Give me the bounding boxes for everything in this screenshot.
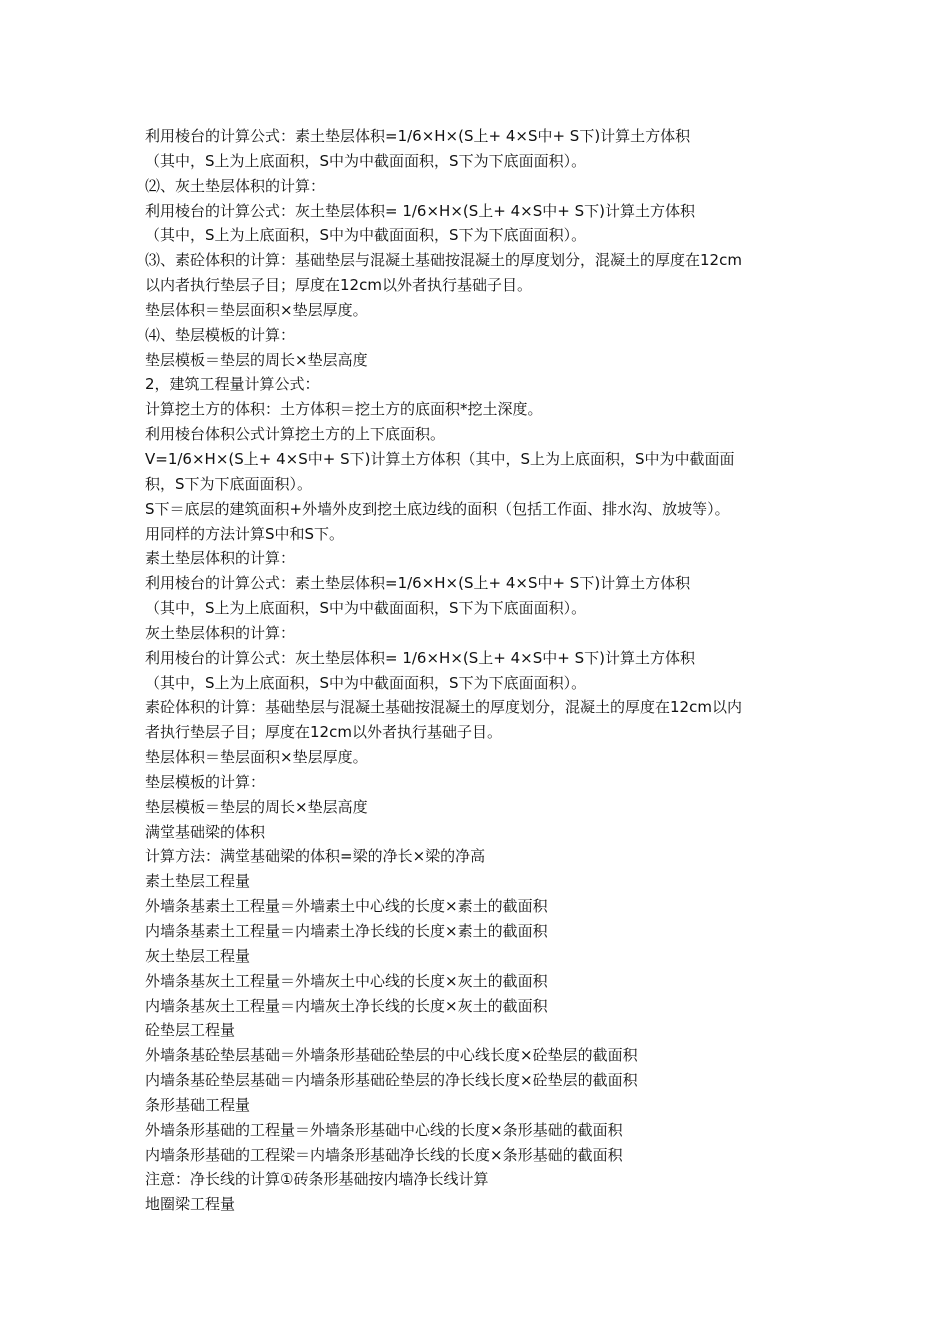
text-line: 内墙条基砼垫层基础＝内墙条形基础砼垫层的净长线长度×砼垫层的截面积 [145, 1071, 638, 1090]
text-line: 用同样的方法计算S中和S下。 [145, 524, 345, 543]
text-line: 外墙条基灰土工程量＝外墙灰土中心线的长度×灰土的截面积 [145, 971, 548, 990]
text-line: 垫层模板的计算： [145, 772, 266, 791]
text-line: 利用棱台的计算公式：素土垫层体积=1/6×H×(S上+ 4×S中+ S下)计算土方体积 [145, 127, 691, 145]
text-line: 满堂基础梁的体积 [145, 822, 266, 841]
text-line: 垫层体积＝垫层面积×垫层厚度。 [145, 300, 368, 319]
text-line: 内墙条形基础的工程梁＝内墙条形基础净长线的长度×条形基础的截面积 [145, 1145, 623, 1164]
text-line: （其中，S上为上底面积，S中为中截面面积，S下为下底面面积）。 [145, 226, 587, 245]
text-line: 注意：净长线的计算①砖条形基础按内墙净长线计算 [145, 1170, 489, 1189]
section-heading: 2，建筑工程量计算公式： [145, 375, 320, 394]
text-line: 素砼体积的计算：基础垫层与混凝土基础按混凝土的厚度划分，混凝土的厚度在12cm以内 [145, 698, 742, 717]
document-body [145, 124, 815, 1217]
text-line: （其中，S上为上底面积，S中为中截面面积，S下为下底面面积）。 [145, 151, 587, 170]
text-line: 条形基础工程量 [145, 1095, 251, 1114]
text-line: 计算方法：满堂基础梁的体积=梁的净长×梁的净高 [145, 847, 486, 866]
text-line: 垫层模板＝垫层的周长×垫层高度 [145, 797, 368, 816]
text-line: 外墙条基砼垫层基础＝外墙条形基础砼垫层的中心线长度×砼垫层的截面积 [145, 1046, 638, 1065]
text-line: 以内者执行垫层子目；厚度在12cm以外者执行基础子目。 [145, 276, 532, 295]
text-line: 利用棱台的计算公式：灰土垫层体积= 1/6×H×(S上+ 4×S中+ S下)计算土方体积 [145, 648, 695, 667]
text-line: 利用棱台的计算公式：灰土垫层体积= 1/6×H×(S上+ 4×S中+ S下)计算土方体积 [145, 201, 695, 220]
text-line: （其中，S上为上底面积，S中为中截面面积，S下为下底面面积）。 [145, 599, 587, 618]
text-line: ⑵、灰土垫层体积的计算： [145, 176, 326, 195]
text-line: ⑷、垫层模板的计算： [145, 325, 296, 344]
text-line: 外墙条形基础的工程量＝外墙条形基础中心线的长度×条形基础的截面积 [145, 1120, 623, 1139]
text-line: 素土垫层体积的计算： [145, 549, 296, 568]
text-line: （其中，S上为上底面积，S中为中截面面积，S下为下底面面积）。 [145, 673, 587, 692]
text-line: 垫层模板＝垫层的周长×垫层高度 [145, 350, 368, 369]
text-line: 者执行垫层子目；厚度在12cm以外者执行基础子目。 [145, 723, 502, 742]
text-line: 垫层体积＝垫层面积×垫层厚度。 [145, 748, 368, 767]
text-line: V=1/6×H×(S上+ 4×S中+ S下)计算土方体积（其中，S上为上底面积，S中为中截面面 [145, 449, 735, 468]
text-line: 利用棱台体积公式计算挖土方的上下底面积。 [145, 425, 446, 444]
text-line: 素土垫层工程量 [145, 872, 251, 891]
text-line: 灰土垫层工程量 [145, 946, 251, 965]
text-line: ⑶、素砼体积的计算：基础垫层与混凝土基础按混凝土的厚度划分，混凝土的厚度在12cm [145, 251, 742, 270]
text-line: S下＝底层的建筑面积+外墙外皮到挖土底边线的面积（包括工作面、排水沟、放坡等）。 [145, 499, 730, 518]
text-line: 利用棱台的计算公式：素土垫层体积=1/6×H×(S上+ 4×S中+ S下)计算土方体积 [145, 574, 691, 593]
text-line: 灰土垫层体积的计算： [145, 623, 296, 642]
text-line: 计算挖土方的体积：土方体积＝挖土方的底面积*挖土深度。 [145, 400, 543, 419]
text-line: 地圈梁工程量 [145, 1195, 236, 1214]
text-line: 砼垫层工程量 [145, 1021, 236, 1040]
text-line: 外墙条基素土工程量＝外墙素土中心线的长度×素土的截面积 [145, 897, 548, 916]
text-line: 内墙条基灰土工程量＝内墙灰土净长线的长度×灰土的截面积 [145, 996, 548, 1015]
text-line: 积，S下为下底面面积）。 [145, 474, 313, 493]
text-line: 内墙条基素土工程量＝内墙素土净长线的长度×素土的截面积 [145, 922, 548, 940]
